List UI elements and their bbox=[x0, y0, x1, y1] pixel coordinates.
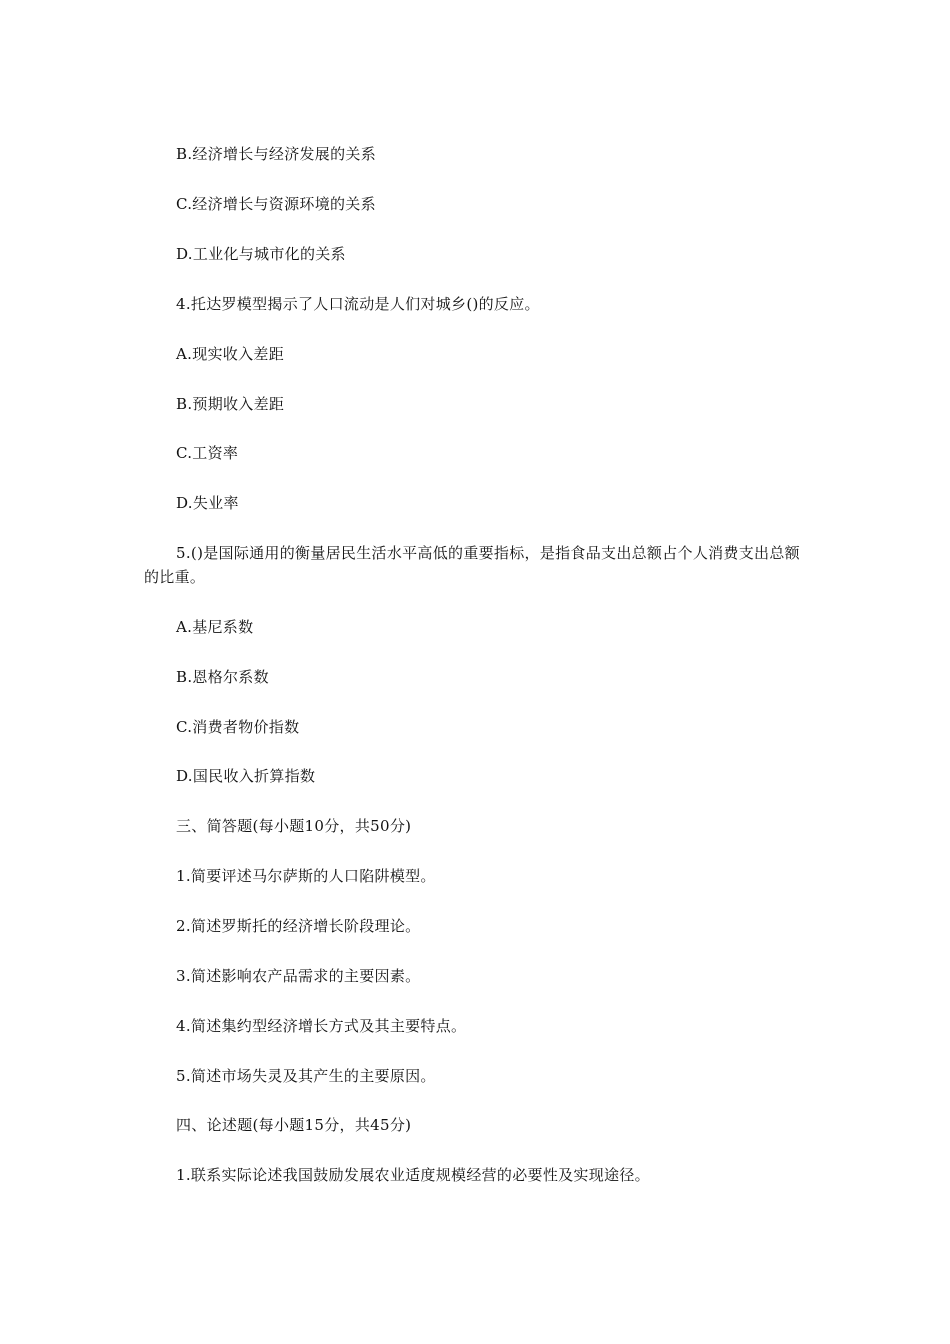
short-question-3: 3.简述影响农产品需求的主要因素。 bbox=[176, 967, 421, 985]
option-a-actual-income-gap: A.现实收入差距 bbox=[176, 345, 285, 363]
option-a-gini: A.基尼系数 bbox=[176, 618, 254, 636]
option-d-industrialization-urbanization: D.工业化与城市化的关系 bbox=[176, 245, 346, 263]
option-b-growth-development: B.经济增长与经济发展的关系 bbox=[176, 145, 376, 163]
option-d-national-income-index: D.国民收入折算指数 bbox=[176, 767, 316, 785]
option-b-engel: B.恩格尔系数 bbox=[176, 668, 269, 686]
section-short-answer-heading: 三、简答题(每小题10分，共50分) bbox=[176, 817, 412, 835]
short-question-4: 4.简述集约型经济增长方式及其主要特点。 bbox=[176, 1017, 467, 1035]
option-c-wage-rate: C.工资率 bbox=[176, 444, 239, 462]
short-question-5: 5.简述市场失灵及其产生的主要原因。 bbox=[176, 1067, 436, 1085]
option-c-growth-environment: C.经济增长与资源环境的关系 bbox=[176, 195, 376, 213]
question-5: 5.()是国际通用的衡量居民生活水平高低的重要指标，是指食品支出总额占个人消费支出总额的比重。 bbox=[144, 544, 800, 586]
section-essay-heading: 四、论述题(每小题15分，共45分) bbox=[176, 1116, 412, 1134]
short-question-2: 2.简述罗斯托的经济增长阶段理论。 bbox=[176, 917, 421, 935]
option-d-unemployment-rate: D.失业率 bbox=[176, 494, 239, 512]
option-c-cpi: C.消费者物价指数 bbox=[176, 718, 300, 736]
essay-question-1: 1.联系实际论述我国鼓励发展农业适度规模经营的必要性及实现途径。 bbox=[176, 1166, 650, 1184]
short-question-1: 1.简要评述马尔萨斯的人口陷阱模型。 bbox=[176, 867, 436, 885]
option-b-expected-income-gap: B.预期收入差距 bbox=[176, 395, 285, 413]
question-4: 4.托达罗模型揭示了人口流动是人们对城乡()的反应。 bbox=[176, 295, 540, 313]
